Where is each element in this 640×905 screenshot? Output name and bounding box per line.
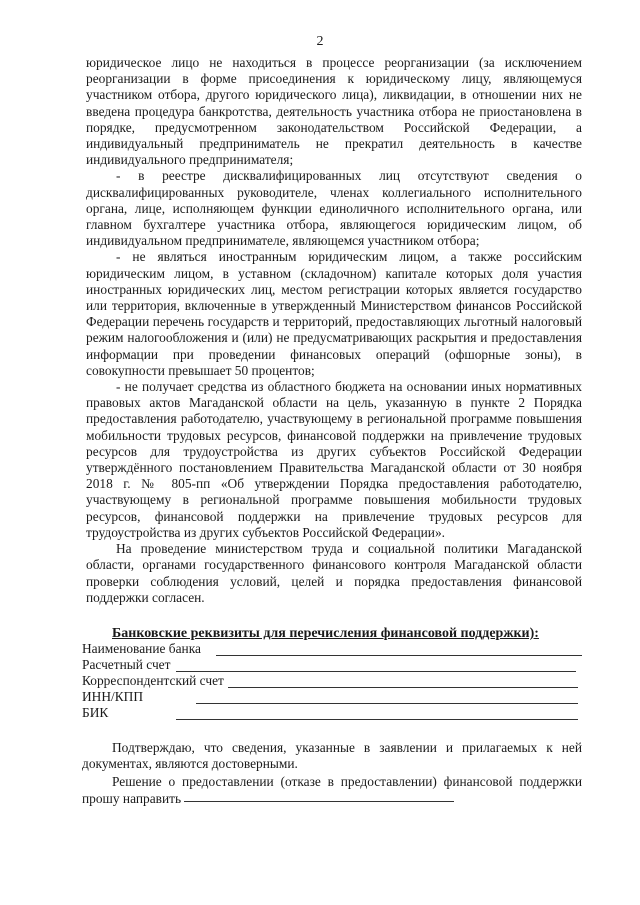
inn-kpp-line[interactable] — [196, 703, 578, 704]
page-number: 2 — [316, 34, 324, 49]
paragraph-consent: На проведение министерством труда и социальной политики Магаданской области, органами государственного финансового контроля Магаданской области проверки соблюдения условий, целей и порядка предоставления финансовой поддержки согласен. — [86, 541, 582, 605]
paragraph-foreign-entity: - не являться иностранным юридическим лицом, а также российским юридическим лицом, в уставном (складочном) капитале которых доля участия иностранных юридических лиц, местом регистрации которых является государство или территория, включенные в утвержденный Министерством финансов Российской Федерации перечень государств и территорий, предоставляющих льготный налоговый режим налогообложения и (или) не предусматривающих раскрытия и предоставления информации при проведении финансовых операций (офшорные зоны), в совокупности превышает 50 процентов; — [86, 249, 582, 378]
decision-text: Решение о предоставлении (отказе в предоставлении) финансовой поддержки прошу направить — [82, 774, 582, 806]
account-label: Расчетный счет — [82, 657, 171, 672]
bank-name-line[interactable] — [216, 655, 582, 656]
account-line[interactable] — [176, 671, 576, 672]
bank-name-label: Наименование банка — [82, 641, 201, 656]
confirmation-text: Подтверждаю, что сведения, указанные в заявлении и прилагаемых к ней документах, являются достоверными. — [82, 740, 582, 772]
confirmation-block — [82, 740, 582, 807]
paragraph-reorganization: юридическое лицо не находиться в процессе реорганизации (за исключением реорганизации в форме присоединения к юридическому лицу, являющемуся участником отбора, другого юридического лица), ликвидации, в отношении них не введена процедура банкротства, деятельность участника отбора не приостановлена в порядке, предусмотренном законодательством Российской Федерации, а индивидуальный предприниматель не прекратил деятельность в качестве индивидуального предпринимателя; — [86, 55, 582, 168]
document-body — [86, 55, 582, 606]
bank-details-title: Банковские реквизиты для перечисления финансовой поддержки): — [112, 626, 539, 641]
decision-address-line[interactable] — [184, 801, 454, 802]
paragraph-disqualified-registry: - в реестре дисквалифицированных лиц отсутствуют сведения о дисквалифицированных руководителе, членах коллегиального исполнительного органа, лице, исполняющем функции единоличного исполнительного органа, или главном бухгалтере участника отбора, являющегося юридическим лицом, об индивидуальном предпринимателе, являющемся участником отбора; — [86, 168, 582, 249]
inn-kpp-label: ИНН/КПП — [82, 689, 144, 704]
bik-label: БИК — [82, 705, 109, 720]
bik-line[interactable] — [176, 719, 578, 720]
paragraph-regional-budget: - не получает средства из областного бюджета на основании иных нормативных правовых актов Магаданской области на цель, указанную в пункте 2 Порядка предоставления работодателю, участвующему в региональной программе повышения мобильности трудовых ресурсов, финансовой поддержки на привлечение трудовых ресурсов для трудоустройства из других субъектов Российской Федерации утверждённого постановлением Правительства Магаданской области от 30 ноября 2018 г. № 805-пп «Об утверждении Порядка предоставления работодателю, участвующему в региональной программе повышения мобильности трудовых ресурсов, финансовой поддержки на привлечение трудовых ресурсов для трудоустройства из других субъектов Российской Федерации». — [86, 379, 582, 540]
corr-account-line[interactable] — [228, 687, 578, 688]
corr-account-label: Корреспондентский счет — [82, 673, 224, 688]
